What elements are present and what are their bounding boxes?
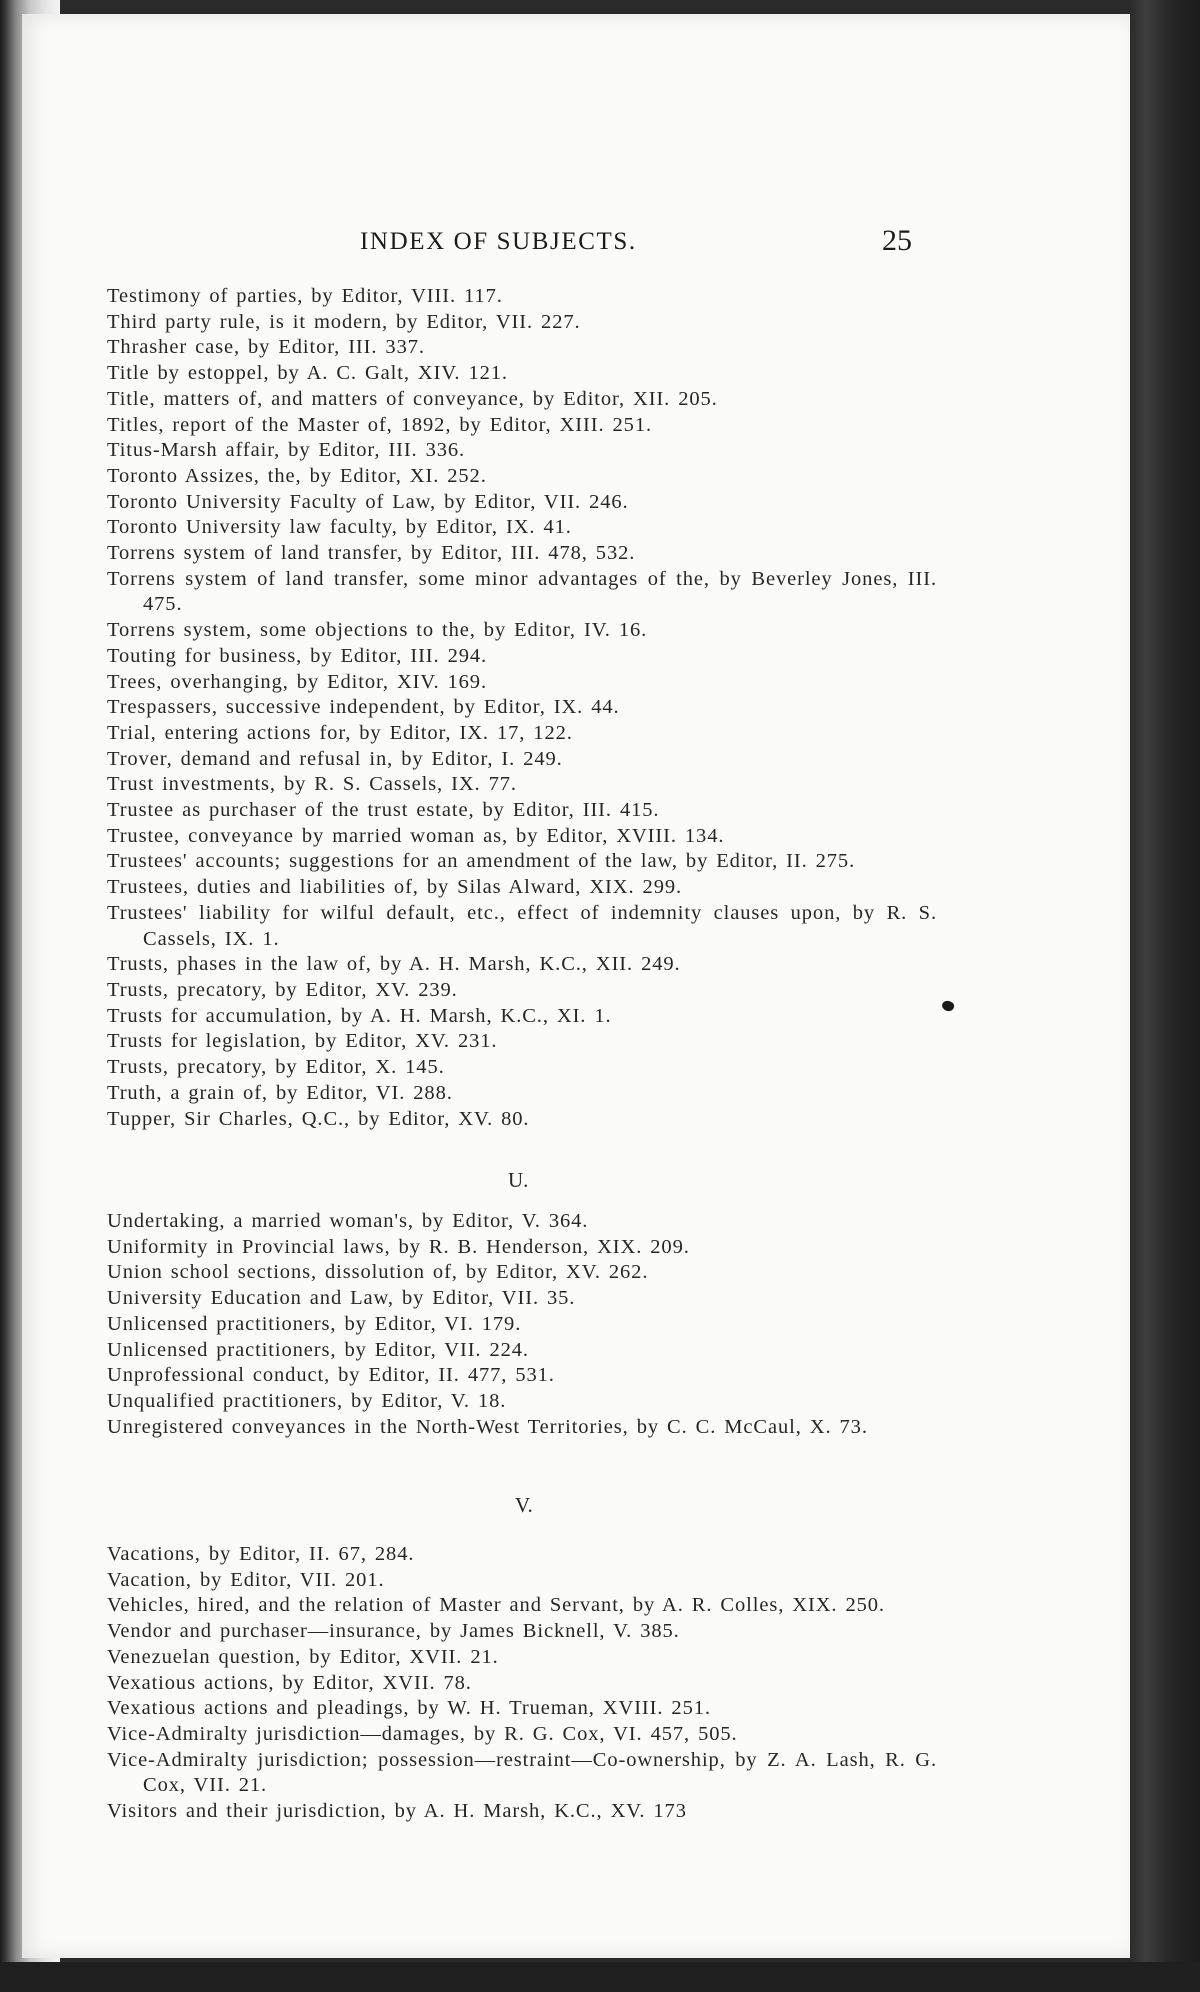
index-entry: Trustees' liability for wilful default, etc., effect of indemnity clauses upon, by R. S. Cassels, IX. 1. [107, 901, 937, 950]
index-entry: Trustees' accounts; suggestions for an amendment of the law, by Editor, II. 275. [107, 850, 856, 873]
index-entry: Thrasher case, by Editor, III. 337. [107, 336, 425, 359]
index-entry: Trusts for legislation, by Editor, XV. 231. [107, 1030, 498, 1053]
index-entry: University Education and Law, by Editor, VII. 35. [107, 1287, 576, 1310]
index-entry: Vice-Admiralty jurisdiction; possession—restraint—Co-ownership, by Z. A. Lash, R. G. Cox, VII. 21. [107, 1748, 937, 1797]
index-entry: Testimony of parties, by Editor, VIII. 117. [107, 285, 503, 307]
index-entry: Torrens system of land transfer, some minor advantages of the, by Beverley Jones, III. 475. [107, 567, 937, 616]
index-entry: Unlicensed practitioners, by Editor, VII. 224. [107, 1338, 529, 1361]
index-entry: Trial, entering actions for, by Editor, IX. 17, 122. [107, 721, 573, 744]
scan-bottom-edge [0, 1962, 1200, 1992]
index-entry: Title by estoppel, by A. C. Galt, XIV. 121. [107, 362, 508, 385]
index-entry: Trusts, phases in the law of, by A. H. Marsh, K.C., XII. 249. [107, 953, 681, 976]
index-entry: Trover, demand and refusal in, by Editor, I. 249. [107, 747, 563, 770]
index-section-u [107, 1209, 937, 1440]
index-entry: Trustees, duties and liabilities of, by Silas Alward, XIX. 299. [107, 876, 683, 899]
section-letter-v: V. [515, 1493, 533, 1517]
index-entry: Venezuelan question, by Editor, XVII. 21. [107, 1645, 499, 1668]
page-number: 25 [882, 224, 912, 257]
index-entry: Trust investments, by R. S. Cassels, IX. 77. [107, 773, 517, 796]
index-entry: Trustee as purchaser of the trust estate, by Editor, III. 415. [107, 799, 660, 822]
page-header [22, 224, 1130, 268]
index-entry: Toronto Assizes, the, by Editor, XI. 252. [107, 464, 487, 487]
index-entry: Unlicensed practitioners, by Editor, VI. 179. [107, 1312, 522, 1335]
index-entry: Trusts for accumulation, by A. H. Marsh, K.C., XI. 1. [107, 1004, 612, 1027]
book-page [22, 14, 1130, 1958]
index-entry: Union school sections, dissolution of, by Editor, XV. 262. [107, 1261, 649, 1284]
index-entry: Third party rule, is it modern, by Editor, VII. 227. [107, 310, 581, 333]
index-entry: Unregistered conveyances in the North-West Territories, by C. C. McCaul, X. 73. [107, 1415, 868, 1438]
index-entry: Title, matters of, and matters of conveyance, by Editor, XII. 205. [107, 387, 718, 410]
index-entry: Vehicles, hired, and the relation of Master and Servant, by A. R. Colles, XIX. 250. [107, 1594, 885, 1617]
index-entry: Undertaking, a married woman's, by Editor, V. 364. [107, 1210, 589, 1232]
index-entry: Torrens system of land transfer, by Editor, III. 478, 532. [107, 542, 636, 565]
index-section-continued [107, 284, 937, 1132]
index-entry: Vacations, by Editor, II. 67, 284. [107, 1543, 415, 1565]
index-entry: Toronto University Faculty of Law, by Editor, VII. 246. [107, 490, 629, 513]
index-entry: Trustee, conveyance by married woman as, by Editor, XVIII. 134. [107, 824, 725, 847]
running-title: INDEX OF SUBJECTS. [360, 228, 637, 255]
section-letter-u: U. [508, 1168, 529, 1192]
index-entry: Tupper, Sir Charles, Q.C., by Editor, XV. 80. [107, 1107, 530, 1130]
scan-right-edge [1130, 0, 1200, 1992]
index-entry: Trusts, precatory, by Editor, XV. 239. [107, 978, 458, 1001]
index-entry: Unprofessional conduct, by Editor, II. 477, 531. [107, 1364, 555, 1387]
margin-ink-mark [941, 999, 956, 1013]
index-entry: Vexatious actions, by Editor, XVII. 78. [107, 1671, 472, 1694]
index-entry: Trees, overhanging, by Editor, XIV. 169. [107, 670, 487, 693]
index-entry: Visitors and their jurisdiction, by A. H. Marsh, K.C., XV. 173 [107, 1800, 687, 1823]
index-entry: Torrens system, some objections to the, by Editor, IV. 16. [107, 619, 648, 642]
index-entry: Titles, report of the Master of, 1892, by Editor, XIII. 251. [107, 413, 652, 436]
index-entry: Titus-Marsh affair, by Editor, III. 336. [107, 439, 466, 462]
index-entry: Touting for business, by Editor, III. 294. [107, 644, 488, 667]
index-entry: Toronto University law faculty, by Editor, IX. 41. [107, 516, 572, 539]
index-entry: Vice-Admiralty jurisdiction—damages, by R. G. Cox, VI. 457, 505. [107, 1722, 738, 1745]
index-entry: Truth, a grain of, by Editor, VI. 288. [107, 1081, 453, 1104]
index-entry: Trespassers, successive independent, by Editor, IX. 44. [107, 696, 620, 719]
index-entry: Unqualified practitioners, by Editor, V. 18. [107, 1389, 507, 1412]
index-entry: Trusts, precatory, by Editor, X. 145. [107, 1056, 445, 1079]
index-section-v [107, 1542, 937, 1825]
index-entry: Vexatious actions and pleadings, by W. H. Trueman, XVIII. 251. [107, 1697, 711, 1720]
index-entry: Vendor and purchaser—insurance, by James Bicknell, V. 385. [107, 1620, 680, 1643]
index-entry: Vacation, by Editor, VII. 201. [107, 1568, 385, 1591]
index-entry: Uniformity in Provincial laws, by R. B. Henderson, XIX. 209. [107, 1235, 690, 1258]
